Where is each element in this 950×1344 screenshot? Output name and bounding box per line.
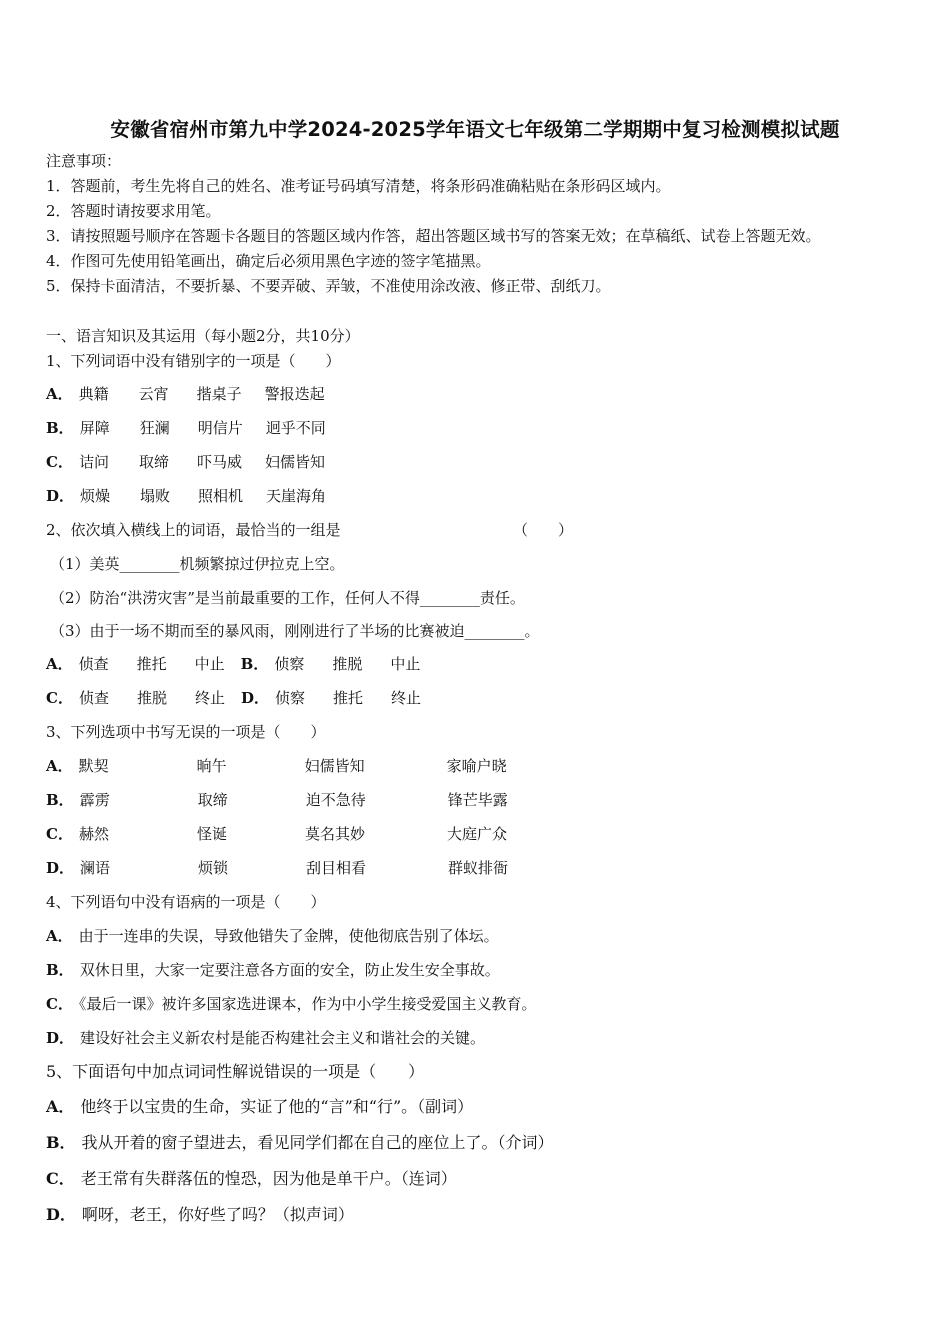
option-word: 塌败: [140, 487, 171, 505]
option-label: D．: [46, 487, 75, 505]
option-word: 刮目相看: [306, 859, 367, 877]
q3-option-d: [46, 858, 508, 878]
option-word: 莫名其妙: [304, 825, 365, 843]
option-label: C．: [46, 1169, 75, 1188]
q4-option-d: [46, 1028, 485, 1048]
option-word: 终止: [390, 689, 421, 707]
option-word: 晌午: [196, 757, 227, 775]
option-word: 侦查: [78, 689, 109, 707]
question-5-stem: 5、下面语句中加点词词性解说错误的一项是（ ）: [46, 1062, 425, 1081]
option-word: 侦查: [78, 655, 109, 673]
notice-item: 2．答题时请按要求用笔。: [46, 202, 221, 220]
notice-item: 4．作图可先使用铅笔画出，确定后必须用黑色字迹的签字笔描黑。: [46, 252, 491, 270]
option-word: 推托: [332, 689, 363, 707]
option-word: 中止: [194, 655, 225, 673]
q3-option-a: [46, 756, 507, 776]
option-label: C．: [46, 453, 73, 471]
q5-option-c: [46, 1169, 457, 1189]
option-label: C．: [46, 825, 73, 843]
q5-option-d: [46, 1205, 354, 1225]
q5-option-b: [46, 1133, 554, 1153]
notice-heading: 注意事项：: [46, 152, 122, 170]
option-word: 大庭广众: [446, 825, 507, 843]
option-text: 双休日里，大家一定要注意各方面的安全，防止发生安全事故。: [79, 961, 500, 979]
option-word: 家喻户晓: [446, 757, 507, 775]
option-word: 揩桌子: [196, 385, 242, 403]
option-word: 迫不急待: [305, 791, 366, 809]
option-word: 云宵: [138, 385, 169, 403]
option-word: 烦锁: [198, 859, 229, 877]
q4-option-c: [46, 994, 536, 1014]
option-word: 默契: [78, 757, 109, 775]
option-word: 照相机: [198, 487, 244, 505]
option-word: 取缔: [197, 791, 228, 809]
notice-item: 5．保持卡面清洁，不要折暴、不要弄破、弄皱，不准使用涂改液、修正带、刮纸刀。: [46, 277, 611, 295]
option-word: 怪诞: [196, 825, 227, 843]
option-word: 妇儒皆知: [304, 757, 365, 775]
q1-option-c: [46, 452, 325, 472]
option-word: 终止: [194, 689, 225, 707]
option-word: 取缔: [138, 453, 169, 471]
q3-option-c: [46, 824, 507, 844]
option-label: D．: [46, 1205, 76, 1224]
option-text: 由于一连串的失误，导致他错失了金牌，使他彻底告别了体坛。: [78, 927, 499, 945]
q2-sentence: （2）防治“洪涝灾害”是当前最重要的工作，任何人不得________责任。: [50, 589, 525, 607]
q3-option-b: [46, 790, 508, 810]
question-4-stem: 4、下列语句中没有语病的一项是（ ）: [46, 893, 326, 911]
option-word: 天崖海角: [266, 487, 327, 505]
option-label: A．: [46, 1097, 75, 1116]
option-text: 他终于以宝贵的生命，实证了他的“言”和“行”。（副词）: [80, 1097, 474, 1116]
option-word: 推脱: [332, 655, 363, 673]
q4-option-b: [46, 960, 500, 980]
option-label: B．: [46, 961, 74, 979]
option-word: 中止: [390, 655, 421, 673]
q2-stem-text: 2、依次填入横线上的词语，最恰当的一组是: [46, 521, 341, 539]
option-label: B．: [240, 655, 269, 673]
q5-option-a: [46, 1097, 473, 1117]
q1-option-d: [46, 486, 326, 506]
option-word: 侦察: [274, 689, 305, 707]
q2-options-row-2: [46, 688, 421, 708]
option-word: 警报迭起: [264, 385, 325, 403]
option-word: 明信片: [197, 419, 243, 437]
option-label: A．: [46, 757, 73, 775]
question-1-stem: 1、下列词语中没有错别字的一项是（ ）: [46, 352, 341, 370]
option-word: 迥乎不同: [265, 419, 326, 437]
option-label: C．: [46, 689, 73, 707]
answer-paren: （ ）: [513, 521, 574, 539]
option-word: 吓马威: [196, 453, 242, 471]
option-word: 狂澜: [139, 419, 170, 437]
section-heading: 一、语言知识及其运用（每小题2分，共10分）: [46, 327, 360, 345]
option-label: B．: [46, 791, 74, 809]
option-text: 老王常有失群落伍的惶恐，因为他是单干户。（连词）: [80, 1169, 457, 1188]
option-text: 啊呀，老王，你好些了吗？（拟声词）: [81, 1205, 354, 1224]
option-text: 建设好社会主义新农村是能否构建社会主义和谐社会的关键。: [80, 1029, 486, 1047]
q1-option-b: [46, 418, 326, 438]
option-word: 赫然: [78, 825, 109, 843]
option-word: 典籍: [78, 385, 109, 403]
option-word: 侦察: [274, 655, 305, 673]
q2-options-row-1: [46, 654, 420, 674]
option-label: C．: [46, 995, 73, 1013]
q4-option-a: [46, 926, 499, 946]
option-word: 群蚁排衙: [448, 859, 509, 877]
notice-item: 3．请按照题号顺序在答题卡各题目的答题区域内作答，超出答题区域书写的答案无效；在草稿纸、试卷上答题无效。: [46, 227, 821, 245]
option-label: B．: [46, 419, 74, 437]
option-label: A．: [46, 927, 73, 945]
option-word: 烦燥: [80, 487, 111, 505]
question-2-stem: [46, 520, 574, 540]
notice-item: 1．答题前，考生先将自己的姓名、准考证号码填写清楚，将条形码准确粘贴在条形码区域内。: [46, 177, 671, 195]
option-label: D．: [46, 1029, 75, 1047]
option-text: 《最后一课》被许多国家选进课本，作为中小学生接受爱国主义教育。: [78, 995, 537, 1013]
option-text: 我从开着的窗子望进去，看见同学们都在自己的座位上了。（介词）: [81, 1133, 554, 1152]
option-word: 澜语: [80, 859, 111, 877]
q2-sentence: （3）由于一场不期而至的暴风雨，刚刚进行了半场的比赛被迫________。: [50, 622, 540, 640]
page-title: 安徽省宿州市第九中学2024-2025学年语文七年级第二学期期中复习检测模拟试题: [110, 118, 840, 141]
option-word: 锋芒毕露: [447, 791, 508, 809]
option-word: 霹雳: [79, 791, 110, 809]
q1-option-a: [46, 384, 325, 404]
option-word: 妇儒皆知: [264, 453, 325, 471]
option-label: A．: [46, 385, 73, 403]
question-3-stem: 3、下列选项中书写无误的一项是（ ）: [46, 723, 326, 741]
option-label: D．: [46, 859, 75, 877]
option-word: 屏障: [79, 419, 110, 437]
option-word: 推脱: [136, 689, 167, 707]
q2-sentence: （1）美英________机频繁掠过伊拉克上空。: [50, 555, 345, 573]
option-label: D．: [240, 689, 269, 707]
option-word: 诘问: [78, 453, 109, 471]
option-label: A．: [46, 655, 73, 673]
option-word: 推托: [136, 655, 167, 673]
option-label: B．: [46, 1133, 76, 1152]
